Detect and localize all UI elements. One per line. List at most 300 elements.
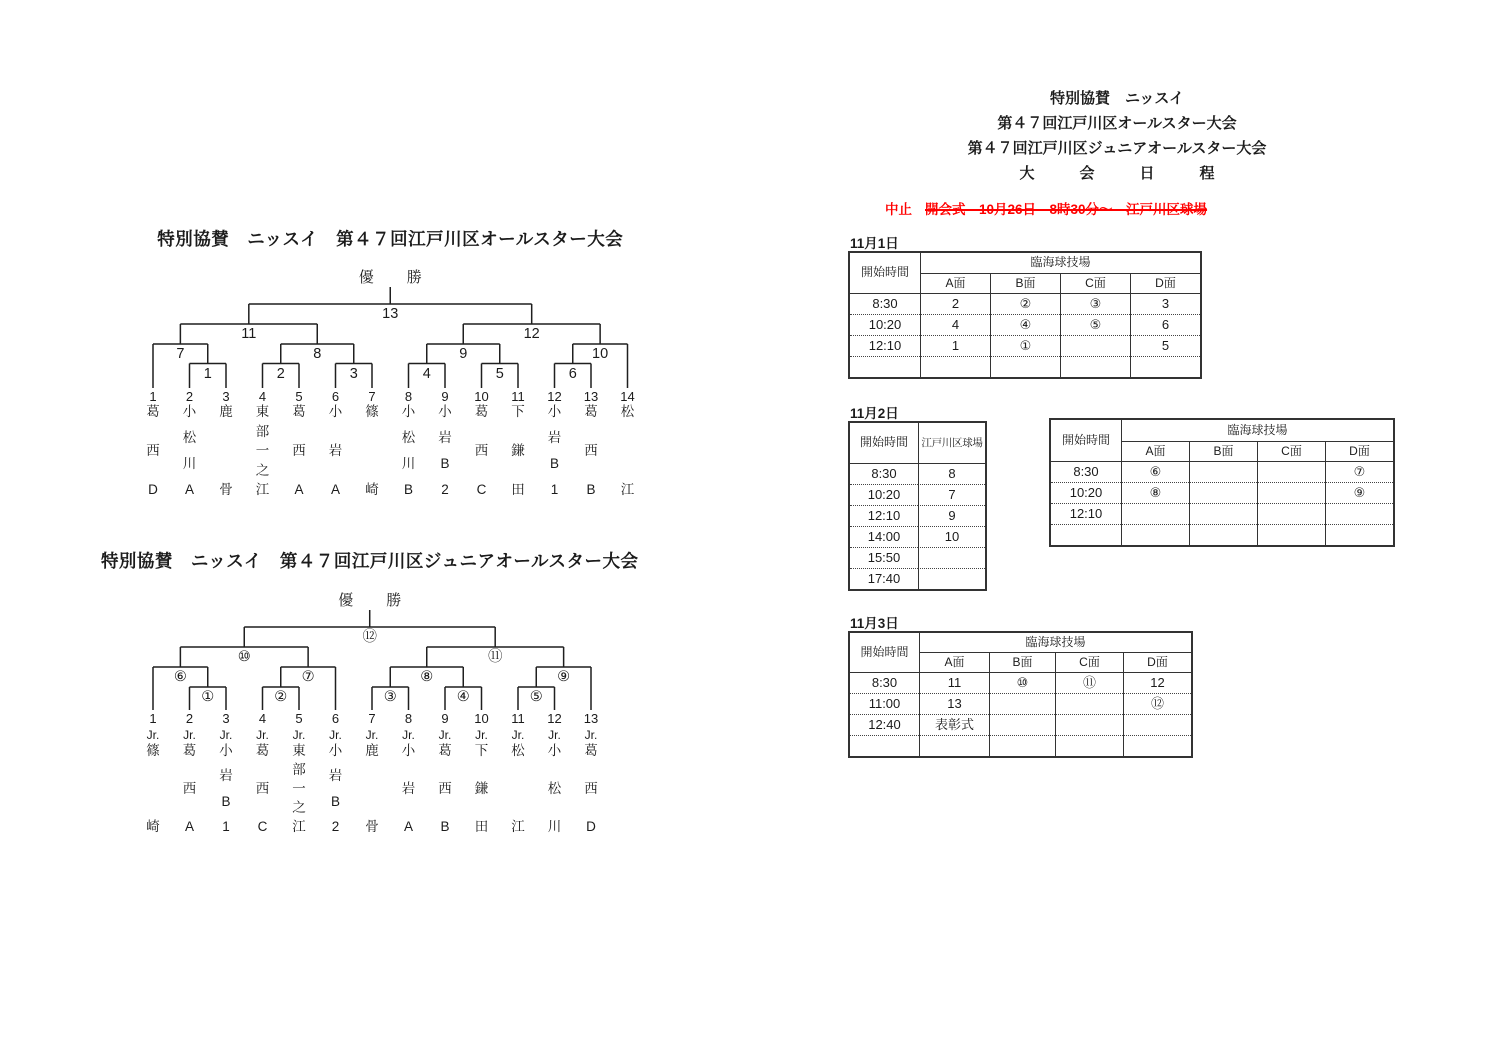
field-header: A面 bbox=[1121, 441, 1189, 461]
game-cell: 9 bbox=[918, 505, 985, 526]
field-header: C面 bbox=[1055, 652, 1123, 672]
team-seed-number: 12 bbox=[547, 711, 562, 726]
game-cell: ⑫ bbox=[1123, 693, 1191, 714]
team-name-char: 松 bbox=[182, 430, 197, 445]
venue-header: 臨海球技場 bbox=[920, 253, 1200, 273]
table-row bbox=[850, 505, 985, 526]
team-name-char: 篠 bbox=[365, 404, 379, 419]
game-cell bbox=[1123, 714, 1191, 735]
team-name-char: 1 bbox=[550, 482, 559, 497]
game-cell bbox=[1060, 335, 1130, 356]
team-prefix: Jr. bbox=[511, 728, 525, 742]
game-cell bbox=[1325, 503, 1393, 524]
time-cell: 12:10 bbox=[1051, 503, 1121, 524]
table-row bbox=[850, 293, 1200, 314]
team-entry bbox=[286, 389, 312, 497]
team-name-char: 松 bbox=[511, 743, 525, 758]
team-name-char: 葛 bbox=[438, 743, 452, 758]
team-name-char: 小 bbox=[401, 404, 416, 419]
tournament-title-junior: 第４７回江戸川区ジュニアオールスター大会 bbox=[967, 140, 1267, 157]
team-name bbox=[177, 405, 203, 497]
game-cell: 4 bbox=[920, 314, 990, 335]
venue-header: 臨海球技場 bbox=[919, 633, 1191, 652]
venue-header: 江戸川区球場 bbox=[918, 423, 985, 463]
game-cell bbox=[989, 714, 1055, 735]
team-name-char: 松 bbox=[401, 430, 416, 445]
game-cell: ⑤ bbox=[1060, 314, 1130, 335]
game-number: ⑤ bbox=[529, 689, 543, 705]
team-name-char: 骨 bbox=[365, 819, 379, 834]
game-number: ⑦ bbox=[301, 669, 315, 685]
team-name bbox=[505, 744, 531, 834]
team-name-char: 崎 bbox=[365, 482, 379, 497]
time-cell: 12:40 bbox=[850, 714, 919, 735]
table-row bbox=[850, 693, 1191, 714]
game-number: 11 bbox=[241, 326, 257, 342]
team-name-char: 崎 bbox=[146, 819, 160, 834]
team-name-char: 骨 bbox=[219, 482, 233, 497]
game-cell: 3 bbox=[1130, 293, 1200, 314]
team-name-char: 川 bbox=[547, 819, 562, 834]
team-entry bbox=[396, 389, 422, 497]
field-header: D面 bbox=[1123, 652, 1191, 672]
team-name bbox=[505, 405, 531, 497]
team-entry bbox=[396, 711, 422, 834]
game-number: ⑨ bbox=[557, 669, 571, 685]
team-entry bbox=[542, 389, 568, 497]
team-seed-number: 7 bbox=[368, 389, 376, 404]
tournament-title-main: 第４７回江戸川区オールスター大会 bbox=[997, 115, 1237, 132]
team-name bbox=[432, 405, 458, 497]
game-cell: ⑩ bbox=[989, 672, 1055, 693]
game-number: ③ bbox=[383, 689, 397, 705]
team-seed-number: 6 bbox=[331, 389, 340, 404]
game-cell bbox=[1325, 524, 1393, 545]
game-cell: ② bbox=[990, 293, 1060, 314]
team-name-char: 江 bbox=[292, 819, 306, 834]
team-name-char: A bbox=[184, 482, 194, 497]
team-prefix: Jr. bbox=[256, 728, 269, 742]
game-cell: 表彰式 bbox=[919, 714, 989, 735]
team-entry bbox=[432, 711, 458, 834]
event-header bbox=[898, 86, 1336, 186]
team-entry bbox=[213, 711, 239, 834]
schedule-table bbox=[850, 253, 1200, 377]
game-number: ⑩ bbox=[237, 649, 251, 665]
game-cell bbox=[919, 735, 989, 756]
team-entry bbox=[177, 711, 203, 834]
schedule-table-nov1-rinkai bbox=[848, 251, 1202, 379]
team-entry bbox=[286, 711, 312, 834]
time-cell: 8:30 bbox=[1051, 461, 1121, 482]
schedule-table bbox=[850, 423, 985, 589]
table-date-label: 11月1日 bbox=[850, 236, 899, 251]
team-name-char: 西 bbox=[584, 443, 598, 458]
team-seed-number: 3 bbox=[222, 389, 230, 404]
team-name-char: 1 bbox=[222, 818, 230, 834]
team-name bbox=[359, 744, 385, 834]
time-header: 開始時間 bbox=[859, 435, 908, 450]
team-seed-number: 3 bbox=[222, 711, 230, 726]
team-name-char: 葛 bbox=[584, 404, 598, 419]
game-cell bbox=[1123, 735, 1191, 756]
game-number: 13 bbox=[382, 306, 399, 322]
table-date-label: 11月3日 bbox=[850, 616, 899, 631]
table-row bbox=[850, 714, 1191, 735]
team-seed-number: 8 bbox=[404, 711, 413, 726]
team-name-char: 西 bbox=[584, 781, 598, 796]
team-name-char: 松 bbox=[547, 781, 562, 796]
field-header: D面 bbox=[1130, 273, 1200, 293]
team-name-char: 2 bbox=[331, 818, 340, 834]
team-name-char: 岩 bbox=[328, 443, 343, 458]
game-cell bbox=[989, 735, 1055, 756]
field-header: A面 bbox=[919, 652, 989, 672]
team-name-char: C bbox=[476, 482, 487, 497]
time-cell: 10:20 bbox=[850, 484, 918, 505]
team-name-char: B bbox=[440, 819, 450, 834]
team-prefix: Jr. bbox=[584, 728, 598, 742]
game-cell: 7 bbox=[918, 484, 985, 505]
team-seed-number: 6 bbox=[331, 711, 340, 726]
table-row bbox=[1051, 524, 1393, 545]
team-name-char: 一 bbox=[255, 443, 270, 458]
team-name bbox=[140, 405, 166, 497]
team-prefix: Jr. bbox=[219, 728, 233, 742]
table-header-row bbox=[850, 423, 985, 463]
team-name bbox=[615, 405, 641, 497]
team-name bbox=[286, 405, 312, 497]
game-cell bbox=[1060, 356, 1130, 377]
team-seed-number: 11 bbox=[511, 711, 525, 726]
table-row bbox=[1051, 482, 1393, 503]
bracket-junior-lines bbox=[153, 610, 591, 710]
schedule-table-nov2-rinkai bbox=[1049, 418, 1395, 547]
schedule-table-nov3-rinkai bbox=[848, 631, 1193, 758]
team-prefix: Jr. bbox=[548, 728, 561, 742]
game-number: ⑪ bbox=[487, 649, 503, 665]
time-cell: 12:10 bbox=[850, 505, 918, 526]
game-number: ⑥ bbox=[173, 669, 187, 685]
team-name-char: 葛 bbox=[255, 743, 270, 758]
team-entry bbox=[432, 389, 458, 497]
team-name-char: 田 bbox=[511, 482, 525, 497]
game-cell bbox=[989, 693, 1055, 714]
game-cell bbox=[1121, 524, 1189, 545]
game-number: 3 bbox=[349, 365, 358, 382]
team-name-char: 之 bbox=[255, 462, 270, 478]
sponsor-line: 特別協賛 ニッスイ bbox=[1049, 90, 1185, 107]
time-cell bbox=[850, 356, 920, 377]
team-seed-number: 9 bbox=[441, 711, 449, 726]
team-name-char: 小 bbox=[438, 404, 452, 419]
game-cell bbox=[920, 356, 990, 377]
team-entry bbox=[469, 711, 495, 834]
game-cell bbox=[1189, 524, 1257, 545]
time-cell: 8:30 bbox=[850, 672, 919, 693]
team-name-char: A bbox=[184, 819, 194, 834]
game-cell: 2 bbox=[920, 293, 990, 314]
time-cell bbox=[1051, 524, 1121, 545]
table-row bbox=[850, 314, 1200, 335]
game-number: ⑫ bbox=[362, 629, 377, 645]
team-name-char: 江 bbox=[511, 819, 525, 834]
game-number: ④ bbox=[456, 689, 470, 705]
time-cell: 10:20 bbox=[1051, 482, 1121, 503]
team-name-char: 一 bbox=[292, 781, 306, 796]
game-number: 5 bbox=[495, 365, 504, 382]
team-entry bbox=[505, 389, 531, 497]
table-row bbox=[850, 463, 985, 484]
time-cell: 17:40 bbox=[850, 568, 918, 589]
team-name bbox=[469, 405, 495, 497]
team-name-char: 葛 bbox=[584, 743, 598, 758]
venue-header: 臨海球技場 bbox=[1121, 420, 1393, 441]
team-name-char: 東 bbox=[255, 404, 270, 419]
team-name-char: 鎌 bbox=[511, 443, 525, 458]
team-name bbox=[469, 744, 495, 834]
game-cell: 13 bbox=[919, 693, 989, 714]
schedule-table bbox=[1051, 420, 1393, 545]
team-name-char: 西 bbox=[182, 781, 197, 796]
team-name-char: 西 bbox=[146, 443, 160, 458]
team-seed-number: 10 bbox=[474, 711, 489, 726]
team-name-char: 川 bbox=[182, 456, 197, 471]
team-name-char: 葛 bbox=[474, 404, 489, 419]
game-cell bbox=[1055, 714, 1123, 735]
team-prefix: Jr. bbox=[292, 728, 306, 742]
team-name bbox=[323, 744, 349, 834]
team-entry bbox=[542, 711, 568, 834]
table-row bbox=[1051, 503, 1393, 524]
game-number: 6 bbox=[568, 365, 577, 382]
table-header-row bbox=[850, 633, 1191, 652]
team-prefix: Jr. bbox=[475, 728, 488, 742]
table-row bbox=[850, 547, 985, 568]
field-header: B面 bbox=[989, 652, 1055, 672]
team-name bbox=[578, 405, 604, 497]
team-name-char: A bbox=[330, 482, 340, 497]
team-name-char: 小 bbox=[547, 743, 562, 758]
champion-label: 優 勝 bbox=[338, 592, 411, 609]
game-cell: 5 bbox=[1130, 335, 1200, 356]
cancellation-note bbox=[885, 198, 1207, 218]
schedule-table-nov2-edogawa bbox=[848, 421, 987, 591]
time-header: 開始時間 bbox=[1061, 432, 1110, 447]
team-name bbox=[432, 744, 458, 834]
team-name-char: 2 bbox=[441, 482, 449, 497]
game-cell: 8 bbox=[918, 463, 985, 484]
team-name-char: 葛 bbox=[146, 404, 160, 419]
team-seed-number: 4 bbox=[258, 389, 267, 404]
time-cell: 15:50 bbox=[850, 547, 918, 568]
bracket-senior-lines bbox=[153, 287, 628, 388]
game-number: ① bbox=[201, 689, 215, 705]
team-name-char: 鹿 bbox=[365, 743, 379, 758]
field-header: D面 bbox=[1325, 441, 1393, 461]
team-name bbox=[250, 405, 276, 497]
team-name-char: 岩 bbox=[547, 430, 562, 445]
team-name-char: 岩 bbox=[328, 768, 343, 784]
table-row bbox=[850, 526, 985, 547]
time-cell: 11:00 bbox=[850, 693, 919, 714]
field-header: B面 bbox=[990, 273, 1060, 293]
game-cell bbox=[1130, 356, 1200, 377]
bracket-title: 特別協賛 ニッスイ 第４７回江戸川区オールスター大会 bbox=[157, 229, 624, 249]
game-cell bbox=[1257, 482, 1325, 503]
game-number: 10 bbox=[592, 346, 609, 362]
game-cell: ⑥ bbox=[1121, 461, 1189, 482]
team-seed-number: 2 bbox=[185, 389, 194, 404]
bracket-title: 特別協賛 ニッスイ 第４７回江戸川区ジュニアオールスター大会 bbox=[100, 551, 639, 571]
team-name-char: 之 bbox=[292, 800, 306, 815]
table-header-row bbox=[1051, 420, 1393, 441]
team-name-char: 葛 bbox=[292, 404, 306, 419]
team-name-char: 部 bbox=[292, 762, 306, 777]
team-name-char: B bbox=[586, 482, 596, 497]
team-seed-number: 2 bbox=[185, 711, 194, 726]
team-entry bbox=[469, 389, 495, 497]
field-header: C面 bbox=[1060, 273, 1130, 293]
time-cell: 8:30 bbox=[850, 293, 920, 314]
game-cell: ④ bbox=[990, 314, 1060, 335]
table-row bbox=[850, 484, 985, 505]
team-name-char: 川 bbox=[401, 456, 416, 471]
game-cell: ⑨ bbox=[1325, 482, 1393, 503]
team-name-char: 小 bbox=[328, 404, 343, 419]
team-name bbox=[359, 405, 385, 497]
team-name bbox=[213, 405, 239, 497]
game-cell bbox=[1121, 503, 1189, 524]
team-seed-number: 12 bbox=[547, 389, 562, 404]
team-seed-number: 1 bbox=[149, 389, 157, 404]
team-seed-number: 4 bbox=[258, 711, 267, 726]
team-name-char: A bbox=[294, 482, 304, 497]
team-name-char: 小 bbox=[547, 404, 562, 419]
team-seed-number: 14 bbox=[620, 389, 635, 404]
team-name-char: 松 bbox=[620, 404, 635, 419]
time-cell: 14:00 bbox=[850, 526, 918, 547]
table-header-row bbox=[850, 253, 1200, 273]
team-name-char: 江 bbox=[620, 482, 635, 497]
team-name-char: 岩 bbox=[401, 781, 416, 796]
team-seed-number: 1 bbox=[149, 711, 157, 726]
team-name-char: 西 bbox=[438, 781, 452, 796]
team-name bbox=[213, 744, 239, 834]
team-entry bbox=[359, 711, 385, 834]
game-cell: ⑪ bbox=[1055, 672, 1123, 693]
team-name-char: 岩 bbox=[219, 768, 233, 784]
team-prefix: Jr. bbox=[438, 728, 452, 742]
game-cell: 6 bbox=[1130, 314, 1200, 335]
team-seed-number: 5 bbox=[295, 711, 303, 726]
table-row bbox=[1051, 461, 1393, 482]
team-name bbox=[323, 405, 349, 497]
team-seed-number: 13 bbox=[583, 711, 599, 726]
team-name-char: 西 bbox=[255, 781, 270, 796]
team-entry bbox=[578, 711, 604, 834]
team-prefix: Jr. bbox=[146, 728, 160, 742]
game-cell bbox=[1189, 503, 1257, 524]
game-number: 4 bbox=[422, 365, 431, 382]
team-entry bbox=[177, 389, 203, 497]
team-name bbox=[140, 744, 166, 834]
team-entry bbox=[250, 389, 276, 497]
game-cell: 10 bbox=[918, 526, 985, 547]
team-name-char: D bbox=[148, 482, 158, 497]
game-number: ② bbox=[274, 689, 288, 705]
team-entry bbox=[615, 389, 641, 497]
time-header: 開始時間 bbox=[860, 265, 909, 280]
team-prefix: Jr. bbox=[183, 728, 196, 742]
team-seed-number: 5 bbox=[295, 389, 303, 404]
team-entry bbox=[323, 389, 349, 497]
game-cell: ⑦ bbox=[1325, 461, 1393, 482]
team-entry bbox=[140, 389, 166, 497]
game-number: 12 bbox=[523, 326, 540, 342]
schedule-heading: 大 会 日 程 bbox=[1019, 165, 1215, 182]
game-cell: ① bbox=[990, 335, 1060, 356]
team-name-char: 下 bbox=[511, 404, 525, 419]
game-number: 1 bbox=[203, 365, 212, 382]
team-entry bbox=[578, 389, 604, 497]
team-name-char: 部 bbox=[255, 423, 270, 439]
time-cell: 10:20 bbox=[850, 314, 920, 335]
team-name-char: 小 bbox=[219, 743, 233, 758]
team-name-char: C bbox=[257, 819, 268, 834]
game-number: 8 bbox=[313, 346, 322, 362]
game-cell bbox=[918, 547, 985, 568]
game-number: 7 bbox=[176, 346, 185, 362]
table-date-label: 11月2日 bbox=[850, 406, 899, 421]
table-row bbox=[850, 356, 1200, 377]
team-entry bbox=[213, 389, 239, 497]
team-seed-number: 11 bbox=[511, 389, 525, 404]
cancelled-event-text: 開会式 10月26日 8時30分～ 江戸川区球場 bbox=[925, 202, 1208, 217]
game-cell bbox=[1257, 524, 1325, 545]
time-cell: 12:10 bbox=[850, 335, 920, 356]
team-entry bbox=[250, 711, 276, 834]
field-header: C面 bbox=[1257, 441, 1325, 461]
team-name-char: A bbox=[403, 819, 413, 834]
time-cell: 8:30 bbox=[850, 463, 918, 484]
team-name-char: B bbox=[221, 793, 231, 809]
table-row bbox=[850, 672, 1191, 693]
team-name-char: B bbox=[330, 793, 340, 809]
game-cell: 1 bbox=[920, 335, 990, 356]
game-cell bbox=[1189, 482, 1257, 503]
game-cell bbox=[990, 356, 1060, 377]
team-name bbox=[396, 744, 422, 834]
team-name bbox=[578, 744, 604, 834]
team-name bbox=[286, 744, 312, 834]
team-name-char: 小 bbox=[401, 743, 416, 758]
team-name-char: B bbox=[549, 456, 559, 471]
game-cell: 11 bbox=[919, 672, 989, 693]
game-cell bbox=[1257, 461, 1325, 482]
table-row bbox=[850, 335, 1200, 356]
champion-label: 優 勝 bbox=[358, 269, 431, 286]
team-name bbox=[396, 405, 422, 497]
team-name bbox=[177, 744, 203, 834]
team-name-char: 葛 bbox=[182, 743, 197, 758]
table-row bbox=[850, 568, 985, 589]
team-name-char: 篠 bbox=[146, 743, 160, 758]
game-number: 2 bbox=[276, 365, 285, 382]
game-cell bbox=[918, 568, 985, 589]
table-row bbox=[850, 735, 1191, 756]
team-name-char: 西 bbox=[474, 443, 489, 458]
